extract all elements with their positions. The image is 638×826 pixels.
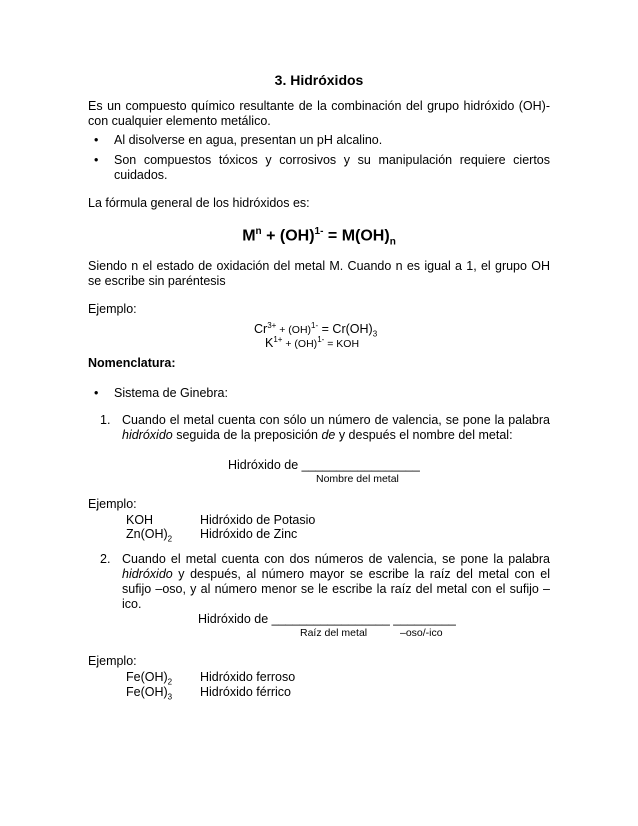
- rule-number: 2.: [100, 552, 111, 566]
- section-title: 3. Hidróxidos: [274, 72, 364, 88]
- template-1: Hidróxido de _________________: [228, 458, 420, 472]
- example-label: Ejemplo:: [88, 302, 137, 316]
- example-name: Hidróxido de Potasio: [200, 513, 316, 527]
- template-2-caption-root: Raíz del metal: [300, 627, 368, 639]
- template-2: Hidróxido de _________________ _________: [198, 612, 456, 626]
- oxidation-paragraph: Siendo n el estado de oxidación del metal M. Cuando n es igual a 1, el grupo OH se escribe sin paréntesis: [88, 259, 550, 288]
- bullet-icon: •: [94, 386, 99, 400]
- example-equation: $Cr^{3+} + (OH)^{1-} = Cr(OH)_3$: [254, 321, 378, 339]
- formula-result: = M(OH): [327, 227, 390, 245]
- bullet-icon: •: [94, 153, 99, 167]
- intro-paragraph: Es un compuesto químico resultante de la combinación del grupo hidróxido (OH)- con cualquier elemento metálico.: [88, 99, 550, 128]
- example-formula: $Fe(OH)_2$: [126, 670, 173, 687]
- formula-metal-sup: n: [255, 226, 262, 237]
- rule-1: [100, 413, 550, 443]
- bullet-text: Sistema de Ginebra:: [114, 386, 228, 400]
- formula-metal: M: [242, 227, 256, 245]
- bullet-text: Son compuestos tóxicos y corrosivos y su manipulación requiere ciertos cuidados.: [114, 153, 550, 182]
- bullet-item: [94, 386, 550, 401]
- example-label: Ejemplo:: [88, 654, 137, 668]
- general-formula: [0, 224, 638, 250]
- example-formula: $Fe(OH)_3$: [126, 685, 173, 702]
- example-formula: $Zn(OH)_2$: [126, 527, 173, 544]
- rule-2: [100, 552, 550, 612]
- example-equation: $K^{1+} + (OH)^{1-}$ = KOH: [265, 335, 360, 351]
- formula-oh-sup: 1-: [314, 226, 324, 237]
- template-1-caption: Nombre del metal: [316, 473, 399, 485]
- example-name: Hidróxido férrico: [200, 685, 292, 699]
- bullet-item: [94, 153, 550, 183]
- template-2-caption-suffix: –oso/-ico: [400, 627, 443, 639]
- example-label: Ejemplo:: [88, 497, 137, 511]
- example-name: Hidróxido ferroso: [200, 670, 296, 684]
- rule-number: 1.: [100, 413, 111, 427]
- nomenclatura-heading: Nomenclatura:: [88, 356, 176, 370]
- formula-oh: + (OH): [266, 227, 315, 245]
- rule-text: Cuando el metal cuenta con dos números de valencia, se pone la palabra hidróxido y después, al número mayor se escribe la raíz del metal con el sufijo –oso, y al número menor se le escribe la raíz del metal con el sufijo –ico.: [122, 552, 550, 611]
- formula-result-sub: n: [389, 236, 396, 248]
- bullet-icon: •: [94, 133, 99, 147]
- bullet-item: [94, 133, 550, 148]
- bullet-text: Al disolverse en agua, presentan un pH alcalino.: [114, 133, 383, 147]
- example-name: Hidróxido de Zinc: [200, 527, 298, 541]
- example-formula: KOH: [126, 513, 154, 527]
- rule-text: Cuando el metal cuenta con sólo un número de valencia, se pone la palabra hidróxido seguida de la preposición de y después el nombre del metal:: [122, 413, 550, 442]
- formula-intro: La fórmula general de los hidróxidos es:: [88, 196, 310, 210]
